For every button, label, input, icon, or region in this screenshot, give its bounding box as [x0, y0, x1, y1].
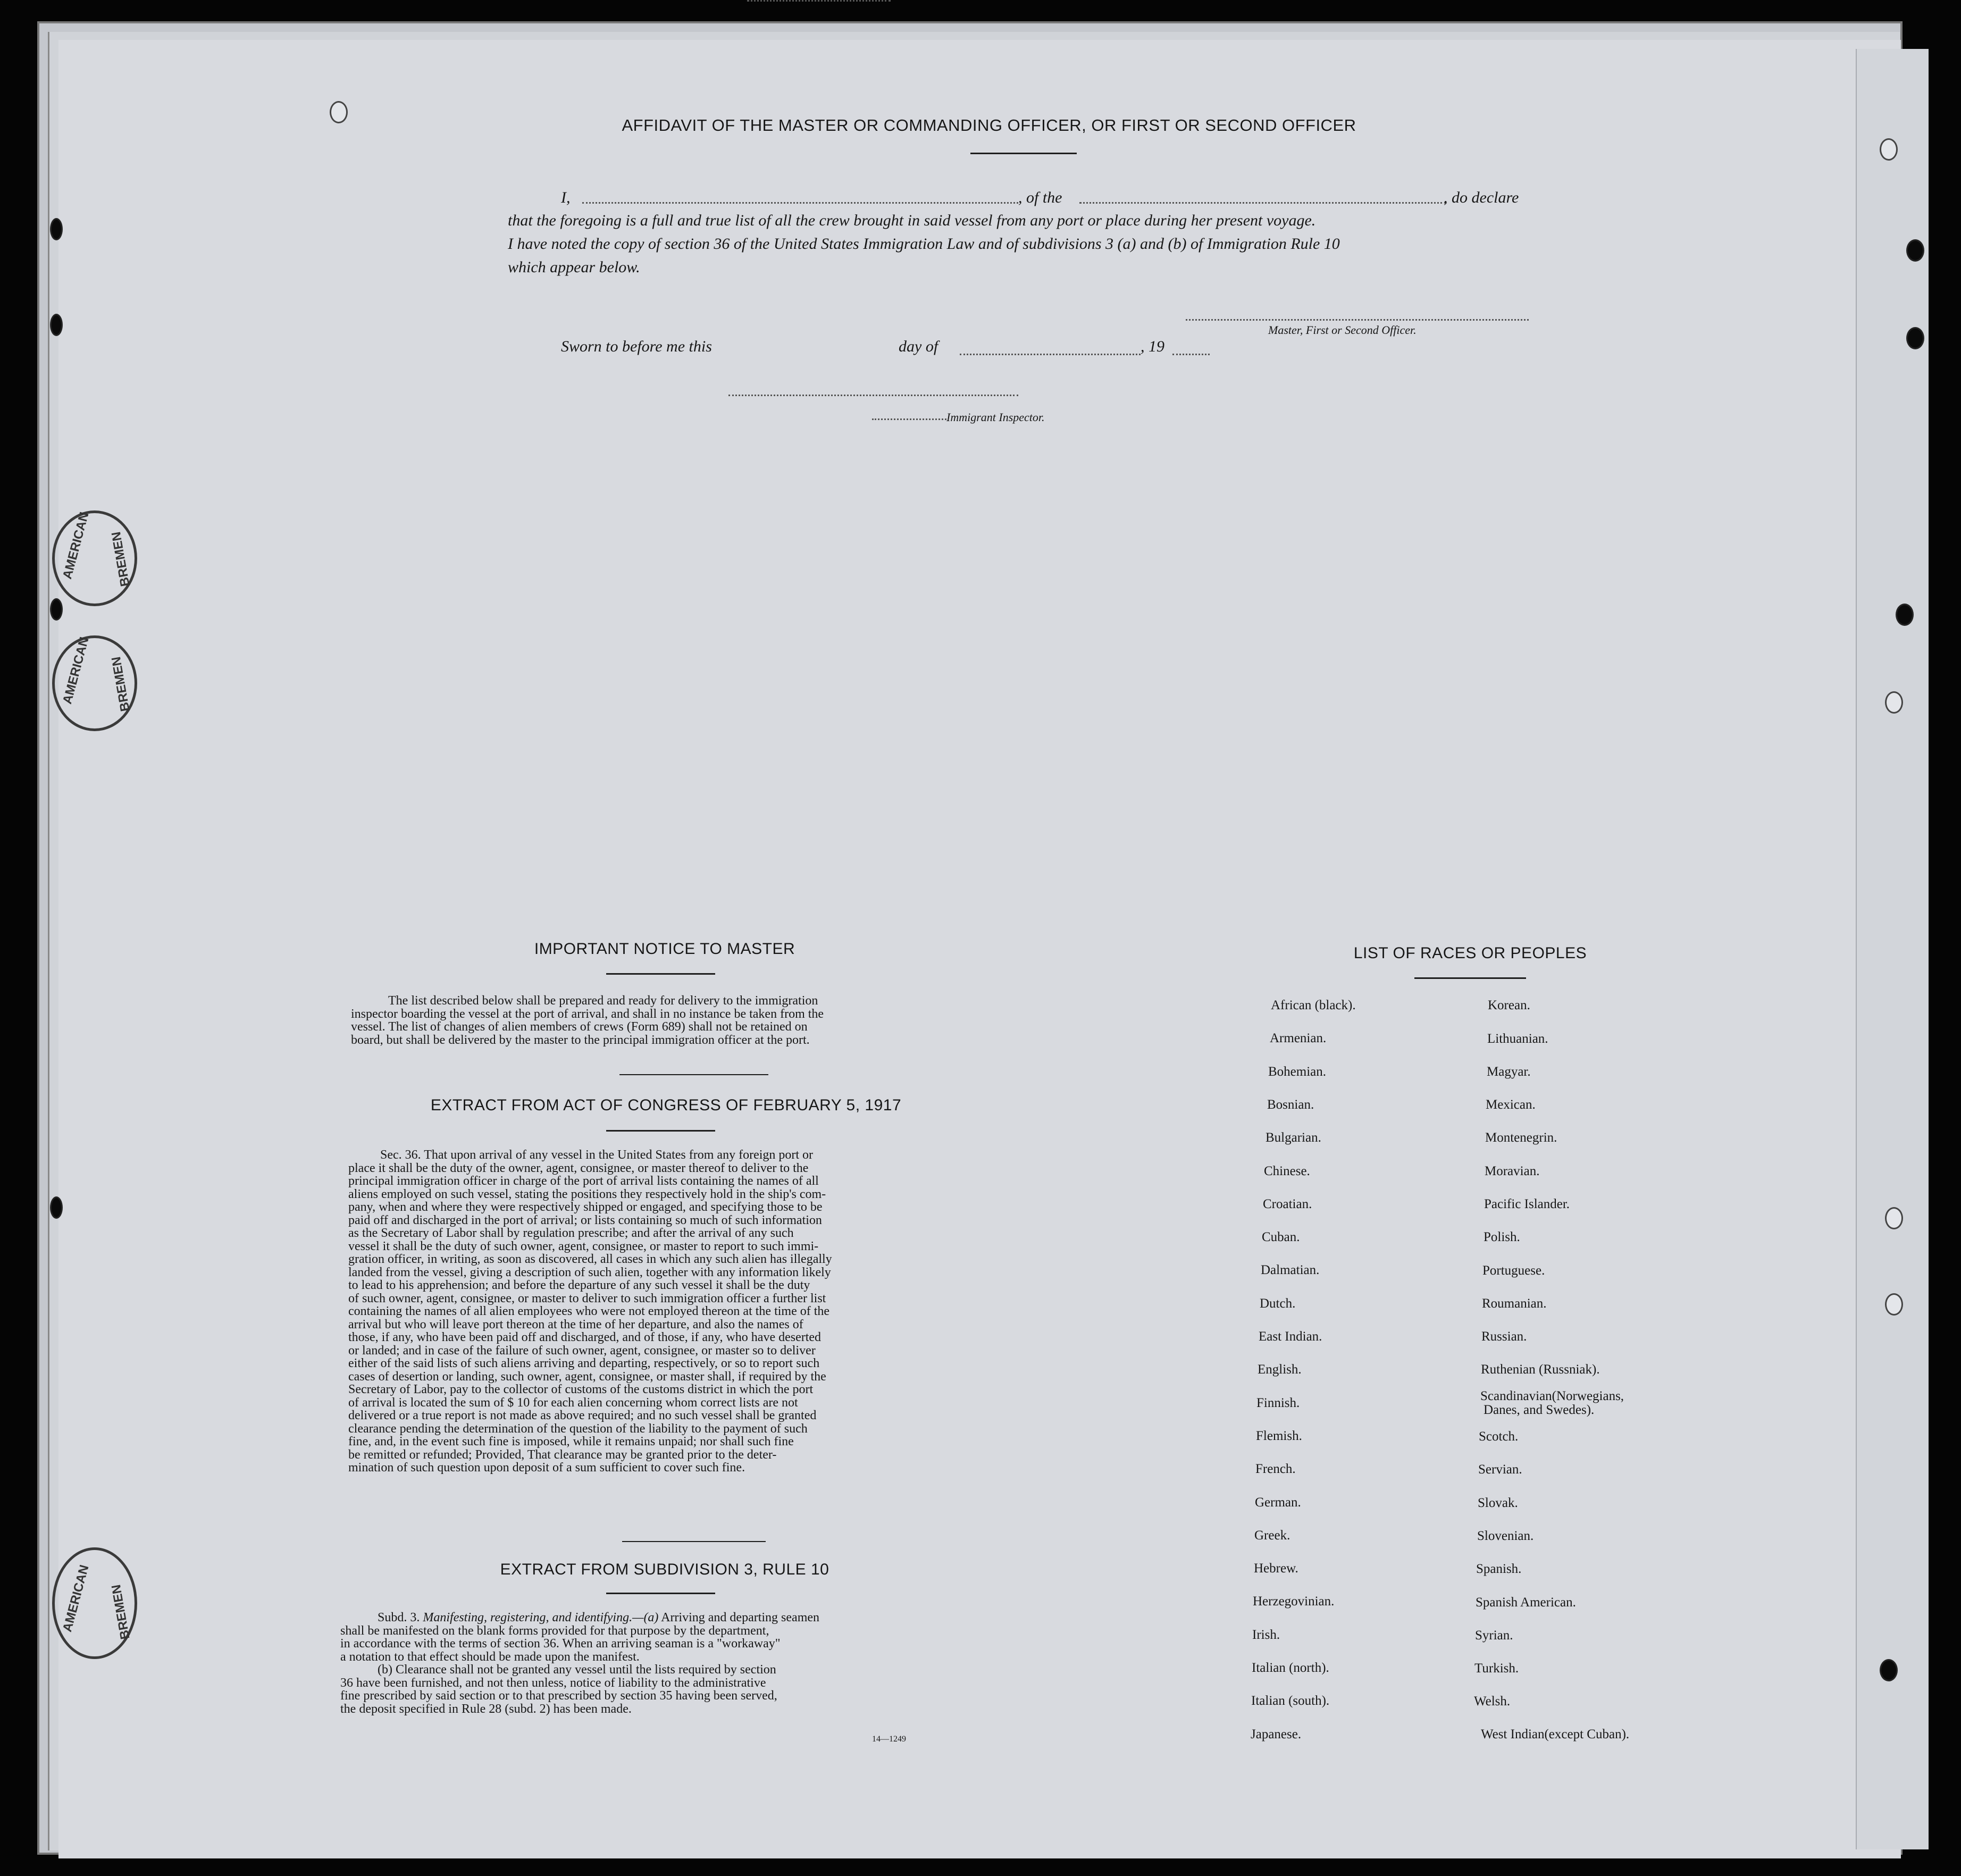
rule-extract-rule [606, 1593, 715, 1594]
race-item: East Indian. [1259, 1329, 1322, 1344]
race-item: Scotch. [1479, 1429, 1519, 1444]
race-item: Slovak. [1478, 1496, 1518, 1510]
customs-stamp: AMERICAN BREMEN [52, 1547, 137, 1659]
race-item: Armenian. [1270, 1031, 1327, 1046]
race-item: Dutch. [1260, 1296, 1296, 1311]
race-item: Roumanian. [1482, 1296, 1547, 1311]
act-rule [606, 1130, 715, 1132]
race-item: Cuban. [1262, 1230, 1300, 1245]
punch-hole [1906, 327, 1924, 349]
name-blank [582, 202, 1018, 204]
race-item: West Indian(except Cuban). [1481, 1727, 1630, 1741]
race-item: Chinese. [1264, 1163, 1310, 1178]
race-item: Hebrew. [1254, 1561, 1298, 1576]
customs-stamp: AMERICAN BREMEN [52, 635, 137, 731]
race-item: Servian. [1478, 1462, 1522, 1477]
race-item: Montenegrin. [1485, 1130, 1557, 1145]
race-item: Spanish American. [1476, 1595, 1576, 1610]
race-item: Korean. [1488, 998, 1530, 1012]
affidavit-statement-2: I have noted the copy of section 36 of the United States Immigration Law and of subdivisions 3 (a) and (b) of Immigration Rule 10 [508, 235, 1340, 253]
race-item: Magyar. [1487, 1065, 1531, 1079]
race-item: Dalmatian. [1261, 1263, 1320, 1278]
rule-extract-paragraph: Subd. 3. Manifesting, registering, and identifying.—(a) Arriving and departing seamen shall be manifested on the blank forms provided for that purpose by the department, in accordance with the terms of section 36. When an arriving seaman is a "workaway" a notation to that effect should be made upon the manifest. (b) Clearance shall not be granted any vessel until the lists required by section 36 have been furnished, and not then unless, notice of liability to the administrative fine prescribed by said section or to that prescribed by section 35 having been served, the deposit specified in Rule 28 (subd. 2) has been made. [340, 1611, 820, 1716]
punch-hole [50, 598, 63, 621]
race-item: Syrian. [1475, 1628, 1513, 1643]
race-item: Spanish. [1476, 1562, 1522, 1576]
notice-rule [606, 973, 715, 975]
punch-hole [1906, 239, 1924, 262]
race-item: Bohemian. [1268, 1064, 1327, 1079]
inspector-prefix-blank [872, 418, 946, 420]
races-title: LIST OF RACES OR PEOPLES [1353, 944, 1587, 962]
title-rule [970, 153, 1077, 154]
race-item: Ruthenian (Russniak). [1481, 1362, 1600, 1377]
race-item: Portuguese. [1482, 1263, 1545, 1278]
notice-title: IMPORTANT NOTICE TO MASTER [534, 940, 795, 958]
sec-label: Sec. 36. [380, 1148, 421, 1162]
race-item: German. [1255, 1495, 1301, 1510]
race-item: Mexican. [1486, 1098, 1536, 1112]
day-of-label: day of [899, 338, 938, 355]
inspector-label: Immigrant Inspector. [946, 411, 1045, 424]
punch-hole [1885, 691, 1903, 714]
punch-hole [1885, 1207, 1903, 1229]
race-item: Herzegovinian. [1253, 1594, 1335, 1609]
punch-hole [1896, 604, 1914, 626]
punch-hole [1885, 1293, 1903, 1316]
do-declare-label: , do declare [1444, 189, 1519, 206]
race-item: English. [1258, 1362, 1302, 1377]
affidavit-statement-3: which appear below. [508, 258, 640, 276]
vessel-blank [1079, 202, 1446, 204]
races-rule [1414, 977, 1526, 979]
year-blank [1172, 354, 1210, 355]
race-item: Finnish. [1256, 1395, 1300, 1410]
race-item: Pacific Islander. [1484, 1197, 1570, 1211]
race-item: Danes, and Swedes). [1484, 1403, 1595, 1417]
month-blank [960, 354, 1141, 355]
race-item: Japanese. [1251, 1727, 1302, 1741]
sworn-label: Sworn to before me this [561, 338, 712, 355]
race-item: Bulgarian. [1266, 1130, 1321, 1145]
act-extract-title: EXTRACT FROM ACT OF CONGRESS OF FEBRUARY 5, 1917 [430, 1096, 902, 1114]
day-blank [747, 0, 891, 2]
act-extract-paragraph: Sec. 36. That upon arrival of any vessel in the United States from any foreign port or place it shall be the duty of the owner, agent, consignee, or master thereof to deliver to the principal immigration officer in charge of the port of arrival lists containing the names of all aliens employed on such vessel, stating the positions they respectively hold in the ship's com- pany, when and where they were respectively shipped or engaged, and specifying those to be paid off and discharged in the port of arrival; or lists containing so much of such information as the Secretary of Labor shall by regulation prescribe; and after the arrival of any such vessel it shall be the duty of such owner, agent, consignee, or master to report to such immi- gration officer, in writing, as soon as discovered, all cases in which any such alien has illegally landed from the vessel, giving a description of such alien, together with any information likely to lead to his apprehension; and before the departure of any such vessel it shall be the duty of such owner, agent, consignee, or master to deliver to such immigration officer a further list containing the names of all alien employees who were not employed thereon at the time of the arrival but who will leave port thereon at the time of her departure, and also the names of those, if any, who have been paid off and discharged, and of those, if any, who have deserted or landed; and in case of the failure of such owner, agent, consignee, or master so to deliver either of the said lists of such aliens arriving and departing, respectively, or so to report such cases of desertion or landing, such owner, agent, consignee, or master shall, if required by the Secretary of Labor, pay to the collector of customs of the customs district in which the port of arrival is located the sum of $ 10 for each alien concerning whom correct lists are not delivered or a true report is not made as above required; and no such vessel shall be granted clearance pending the determination of the question of the liability to the payment of such fine, and, in the event such fine is imposed, while it remains unpaid; nor shall such fine be remitted or refunded; Provided, That clearance may be granted prior to the deter- mination of such question upon deposit of a sum sufficient to cover such fine. [348, 1148, 832, 1475]
punch-hole [50, 218, 63, 240]
race-item: African (black). [1271, 998, 1356, 1012]
race-item: Slovenian. [1477, 1529, 1534, 1543]
race-item: Polish. [1484, 1230, 1520, 1244]
form-number: 14—1249 [872, 1735, 906, 1744]
punch-hole [1880, 138, 1898, 161]
race-item: Greek. [1254, 1528, 1290, 1543]
notice-paragraph: The list described below shall be prepared and ready for delivery to the immigration inspector boarding the vessel at the port of arrival, and shall in no instance be taken from the vessel. The list of changes of alien members of crews (Form 689) shall not be retained on board, but shall be delivered by the master to the principal immigration officer at the port. [351, 994, 824, 1047]
race-item: Flemish. [1256, 1428, 1302, 1443]
punch-hole [330, 101, 348, 123]
race-item: Moravian. [1485, 1164, 1540, 1178]
race-item: French. [1255, 1462, 1296, 1477]
section-rule [622, 1541, 766, 1542]
race-item: Russian. [1481, 1329, 1527, 1344]
race-item: Bosnian. [1267, 1097, 1314, 1112]
race-item: Italian (south). [1251, 1694, 1330, 1708]
master-signature-blank [1186, 319, 1529, 321]
customs-stamp: AMERICAN BREMEN [52, 510, 137, 606]
race-item: Croatian. [1263, 1196, 1312, 1211]
punch-hole [1880, 1659, 1898, 1681]
race-item: Lithuanian. [1487, 1032, 1548, 1046]
race-item: Welsh. [1474, 1694, 1511, 1708]
section-rule [619, 1074, 768, 1075]
punch-hole [50, 1196, 63, 1219]
affidavit-title: AFFIDAVIT OF THE MASTER OR COMMANDING OFFICER, OR FIRST OR SECOND OFFICER [622, 116, 1356, 135]
race-item: Turkish. [1474, 1661, 1519, 1676]
rule-extract-title: EXTRACT FROM SUBDIVISION 3, RULE 10 [500, 1561, 829, 1578]
master-signature-label: Master, First or Second Officer. [1268, 323, 1417, 337]
year-label: , 19 [1141, 338, 1164, 355]
race-item: Scandinavian(Norwegians, [1480, 1389, 1624, 1403]
affidavit-statement-1: that the foregoing is a full and true list of all the crew brought in said vessel from any port or place during her present voyage. [508, 212, 1316, 229]
race-item: Irish. [1252, 1627, 1280, 1642]
race-item: Italian (north). [1252, 1661, 1329, 1675]
i-label: I, [561, 189, 571, 206]
page-right-edge [1856, 49, 1929, 1849]
inspector-signature-blank [728, 395, 1018, 396]
of-the-label: , of the [1018, 189, 1062, 206]
punch-hole [50, 314, 63, 336]
